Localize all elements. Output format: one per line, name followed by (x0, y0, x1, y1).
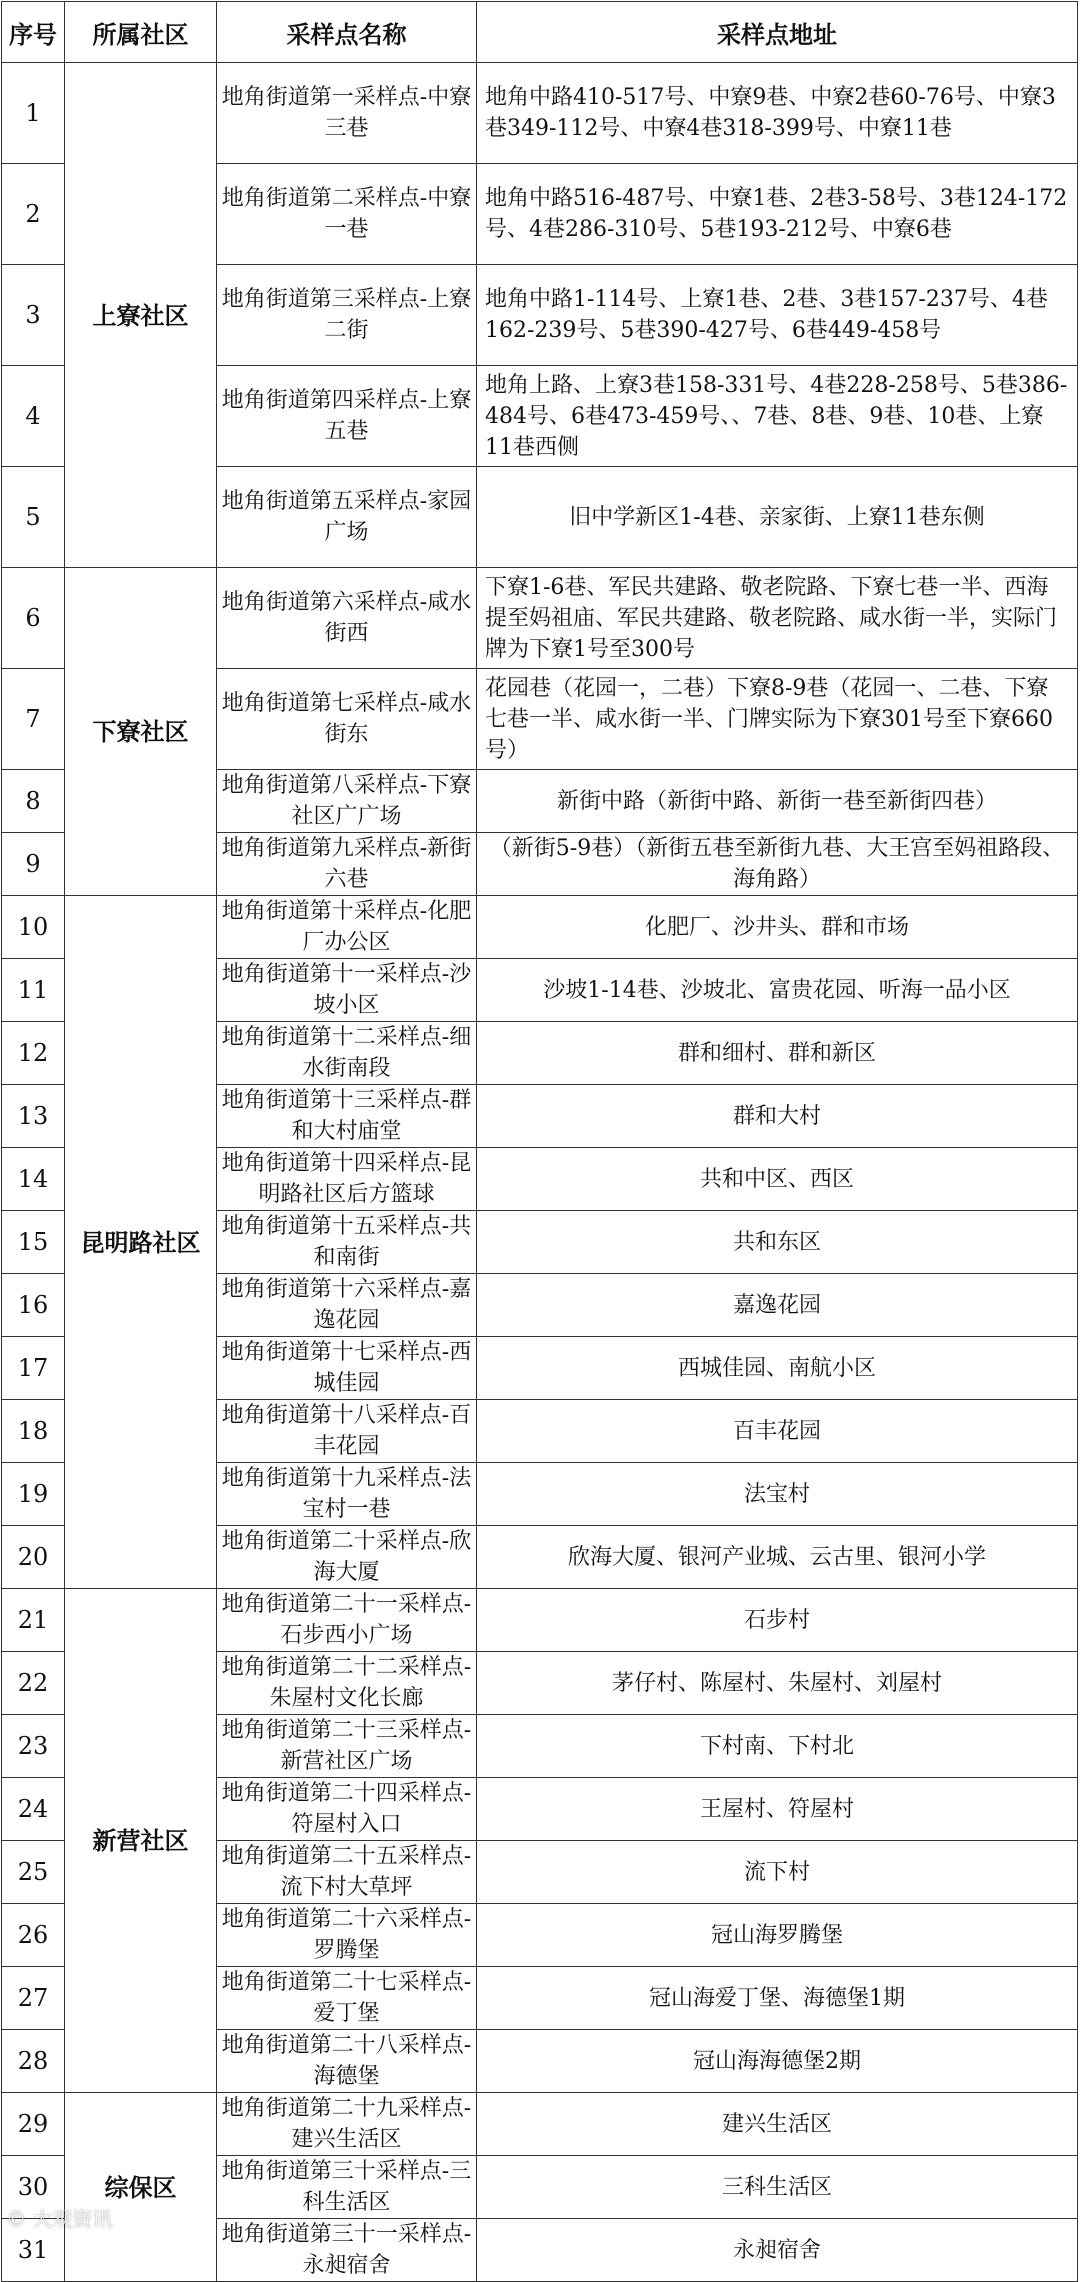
row-index: 22 (2, 1652, 65, 1715)
site-name: 地角街道第二十四采样点-符屋村入口 (217, 1778, 477, 1841)
row-index: 19 (2, 1463, 65, 1526)
row-index: 3 (2, 265, 65, 366)
row-index: 11 (2, 959, 65, 1022)
site-address: 茅仔村、陈屋村、朱屋村、刘屋村 (477, 1652, 1078, 1715)
site-address: 地角中路410-517号、中寮9巷、中寮2巷60-76号、中寮3巷349-112号、中寮4巷318-399号、中寮11巷 (477, 63, 1078, 164)
site-address: 王屋村、符屋村 (477, 1778, 1078, 1841)
site-name: 地角街道第二十六采样点-罗腾堡 (217, 1904, 477, 1967)
row-index: 12 (2, 1022, 65, 1085)
row-index: 10 (2, 896, 65, 959)
row-index: 16 (2, 1274, 65, 1337)
table-row (2, 896, 1078, 959)
site-address: 旧中学新区1-4巷、亲家街、上寮11巷东侧 (477, 467, 1078, 568)
table-row (2, 63, 1078, 164)
site-address: 共和东区 (477, 1211, 1078, 1274)
row-index: 4 (2, 366, 65, 467)
row-index: 17 (2, 1337, 65, 1400)
site-name: 地角街道第十八采样点-百丰花园 (217, 1400, 477, 1463)
site-name: 地角街道第二十九采样点-建兴生活区 (217, 2093, 477, 2156)
site-address: 法宝村 (477, 1463, 1078, 1526)
site-name: 地角街道第十四采样点-昆明路社区后方篮球 (217, 1148, 477, 1211)
site-address: 共和中区、西区 (477, 1148, 1078, 1211)
site-address: 西城佳园、南航小区 (477, 1337, 1078, 1400)
site-name: 地角街道第三十采样点-三科生活区 (217, 2156, 477, 2219)
site-address: 下寮1-6巷、军民共建路、敬老院路、下寮七巷一半、西海提至妈祖庙、军民共建路、敬老院路、咸水街一半，实际门牌为下寮1号至300号 (477, 568, 1078, 669)
site-address: 地角中路516-487号、中寮1巷、2巷3-58号、3巷124-172号、4巷286-310号、5巷193-212号、中寮6巷 (477, 164, 1078, 265)
community-cell: 新营社区 (65, 1589, 217, 2093)
row-index: 30 (2, 2156, 65, 2219)
header-site-address: 采样点地址 (477, 2, 1078, 63)
site-name: 地角街道第二十八采样点-海德堡 (217, 2030, 477, 2093)
header-site-name: 采样点名称 (217, 2, 477, 63)
site-name: 地角街道第十七采样点-西城佳园 (217, 1337, 477, 1400)
site-address: 永昶宿舍 (477, 2219, 1078, 2282)
community-cell: 上寮社区 (65, 63, 217, 568)
site-name: 地角街道第二十二采样点-朱屋村文化长廊 (217, 1652, 477, 1715)
row-index: 18 (2, 1400, 65, 1463)
site-name: 地角街道第四采样点-上寮五巷 (217, 366, 477, 467)
site-address: 建兴生活区 (477, 2093, 1078, 2156)
community-cell: 下寮社区 (65, 568, 217, 896)
site-address: 欣海大厦、银河产业城、云古里、银河小学 (477, 1526, 1078, 1589)
site-name: 地角街道第十五采样点-共和南街 (217, 1211, 477, 1274)
row-index: 27 (2, 1967, 65, 2030)
row-index: 20 (2, 1526, 65, 1589)
site-address: 石步村 (477, 1589, 1078, 1652)
site-address: 百丰花园 (477, 1400, 1078, 1463)
row-index: 28 (2, 2030, 65, 2093)
site-name: 地角街道第十一采样点-沙坡小区 (217, 959, 477, 1022)
site-address: 冠山海罗腾堡 (477, 1904, 1078, 1967)
row-index: 31 (2, 2219, 65, 2282)
row-index: 7 (2, 669, 65, 770)
site-address: 冠山海爱丁堡、海德堡1期 (477, 1967, 1078, 2030)
row-index: 8 (2, 770, 65, 833)
site-name: 地角街道第二十采样点-欣海大厦 (217, 1526, 477, 1589)
watermark: © 大观资讯 (6, 2207, 113, 2231)
row-index: 23 (2, 1715, 65, 1778)
table-row (2, 1589, 1078, 1652)
site-name: 地角街道第五采样点-家园广场 (217, 467, 477, 568)
site-address: 群和细村、群和新区 (477, 1022, 1078, 1085)
site-name: 地角街道第八采样点-下寮社区广广场 (217, 770, 477, 833)
row-index: 6 (2, 568, 65, 669)
community-cell: 昆明路社区 (65, 896, 217, 1589)
row-index: 24 (2, 1778, 65, 1841)
row-index: 14 (2, 1148, 65, 1211)
table-header-row (2, 2, 1078, 63)
site-name: 地角街道第十采样点-化肥厂办公区 (217, 896, 477, 959)
row-index: 2 (2, 164, 65, 265)
site-address: 冠山海海德堡2期 (477, 2030, 1078, 2093)
site-name: 地角街道第九采样点-新街六巷 (217, 833, 477, 896)
site-name: 地角街道第七采样点-咸水街东 (217, 669, 477, 770)
site-name: 地角街道第十二采样点-细水街南段 (217, 1022, 477, 1085)
site-name: 地角街道第六采样点-咸水街西 (217, 568, 477, 669)
site-address: 流下村 (477, 1841, 1078, 1904)
site-name: 地角街道第二十一采样点-石步西小广场 (217, 1589, 477, 1652)
site-name: 地角街道第三采样点-上寮二街 (217, 265, 477, 366)
site-address: 嘉逸花园 (477, 1274, 1078, 1337)
row-index: 21 (2, 1589, 65, 1652)
site-address: 下村南、下村北 (477, 1715, 1078, 1778)
site-address: 新街中路（新街中路、新街一巷至新街四巷） (477, 770, 1078, 833)
row-index: 15 (2, 1211, 65, 1274)
site-name: 地角街道第二采样点-中寮一巷 (217, 164, 477, 265)
site-name: 地角街道第二十五采样点-流下村大草坪 (217, 1841, 477, 1904)
community-cell: 综保区 (65, 2093, 217, 2282)
site-address: 花园巷（花园一，二巷）下寮8-9巷（花园一、二巷、下寮七巷一半、咸水街一半、门牌实际为下寮301号至下寮660号） (477, 669, 1078, 770)
site-address: 化肥厂、沙井头、群和市场 (477, 896, 1078, 959)
header-index: 序号 (2, 2, 65, 63)
row-index: 5 (2, 467, 65, 568)
sampling-sites-table (1, 1, 1078, 2282)
site-address: 三科生活区 (477, 2156, 1078, 2219)
row-index: 25 (2, 1841, 65, 1904)
row-index: 13 (2, 1085, 65, 1148)
site-address: 地角中路1-114号、上寮1巷、2巷、3巷157-237号、4巷162-239号、5巷390-427号、6巷449-458号 (477, 265, 1078, 366)
row-index: 26 (2, 1904, 65, 1967)
header-community: 所属社区 (65, 2, 217, 63)
site-name: 地角街道第二十三采样点-新营社区广场 (217, 1715, 477, 1778)
site-name: 地角街道第十六采样点-嘉逸花园 (217, 1274, 477, 1337)
site-name: 地角街道第二十七采样点-爱丁堡 (217, 1967, 477, 2030)
site-address: 地角上路、上寮3巷158-331号、4巷228-258号、5巷386-484号、6巷473-459号、、7巷、8巷、9巷、10巷、上寮11巷西侧 (477, 366, 1078, 467)
row-index: 29 (2, 2093, 65, 2156)
site-name: 地角街道第一采样点-中寮三巷 (217, 63, 477, 164)
site-address: 群和大村 (477, 1085, 1078, 1148)
table-row (2, 2093, 1078, 2156)
site-address: （新街5-9巷）（新街五巷至新街九巷、大王宫至妈祖路段、海角路） (477, 833, 1078, 896)
table-row (2, 568, 1078, 669)
row-index: 9 (2, 833, 65, 896)
site-address: 沙坡1-14巷、沙坡北、富贵花园、听海一品小区 (477, 959, 1078, 1022)
row-index: 1 (2, 63, 65, 164)
table-body (2, 63, 1078, 2282)
site-name: 地角街道第十九采样点-法宝村一巷 (217, 1463, 477, 1526)
site-name: 地角街道第十三采样点-群和大村庙堂 (217, 1085, 477, 1148)
site-name: 地角街道第三十一采样点-永昶宿舍 (217, 2219, 477, 2282)
